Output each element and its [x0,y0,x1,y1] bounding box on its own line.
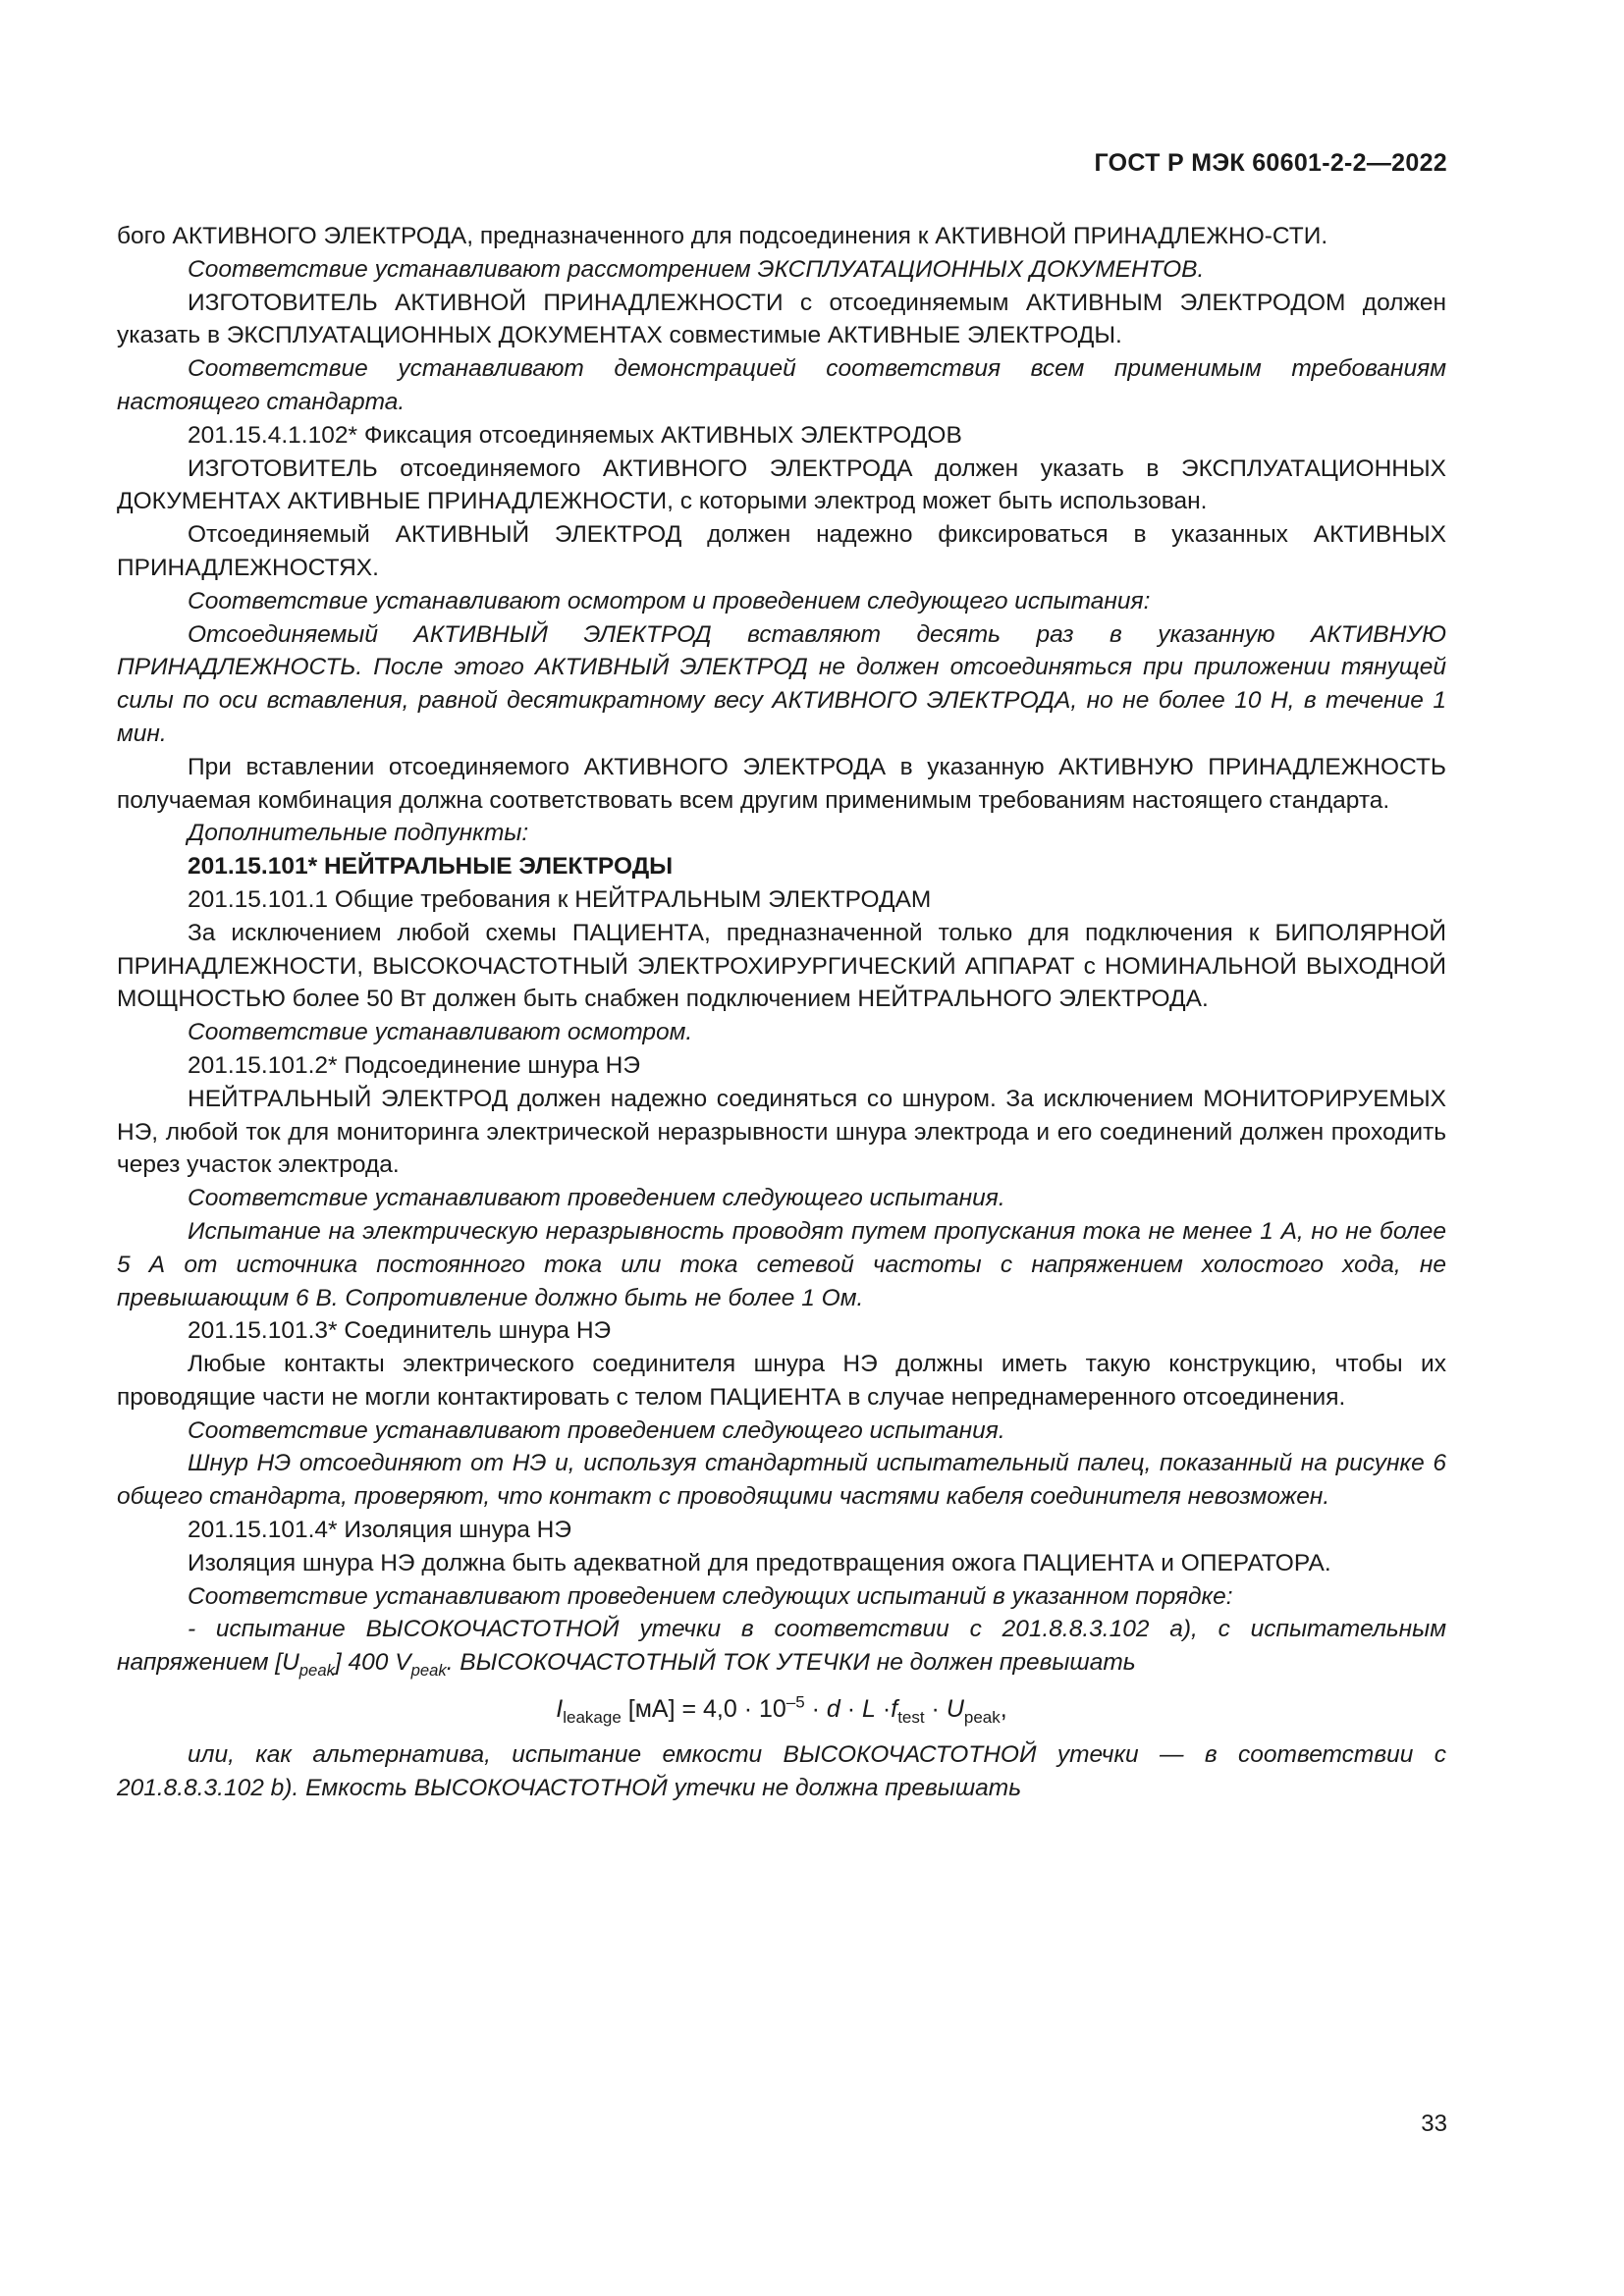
test-paragraph: Отсоединяемый АКТИВНЫЙ ЭЛЕКТРОД вставляют десять раз в указанную АКТИВНУЮ ПРИНАДЛЕЖНОСТЬ. После этого АКТИВНЫЙ ЭЛЕКТРОД не должен отсоединяться при приложении тянущей силы по оси вставления, равной десятикратному весу АКТИВНОГО ЭЛЕКТРОДА, но не более 10 Н, в течение 1 мин. [117,620,1446,747]
formula-i-sub: leakage [563,1708,622,1728]
document-header: ГОСТ Р МЭК 60601-2-2—2022 [1094,149,1447,177]
compliance-paragraph: Соответствие устанавливают проведением следующего испытания. [188,1185,1005,1212]
paragraph: Любые контакты электрического соединителя шнура НЭ должны иметь такую конструкцию, чтобы их проводящие части не могли контактировать с телом ПАЦИЕНТА в случае непреднамеренного отсоединения. [117,1351,1446,1411]
paragraph: бого АКТИВНОГО ЭЛЕКТРОДА, предназначенного для подсоединения к АКТИВНОЙ ПРИНАДЛЕЖНО-СТИ. [117,223,1328,249]
additional-subclauses-label: Дополнительные подпункты: [188,820,529,847]
test-item-sub-peak: peak [298,1661,335,1681]
subclause-heading: 201.15.101.3* Соединитель шнура НЭ [188,1317,612,1345]
subclause-heading: 201.15.101.2* Подсоединение шнура НЭ [188,1051,640,1079]
subclause-heading: 201.15.101.1 Общие требования к НЕЙТРАЛЬНЫМ ЭЛЕКТРОДАМ [188,885,932,913]
compliance-paragraph: Соответствие устанавливают проведением следующих испытаний в указанном порядке: [188,1582,1233,1610]
formula-f: f [891,1695,898,1724]
leakage-formula: $I_{leakage}$ $[мА] = 4,0 \cdot 10^{-5} \cdot d \cdot L \cdot f_{test} \cdot U_{peak}$, [556,1692,1007,1728]
test-item-tail: . ВЫСОКОЧАСТОТНЫЙ ТОК УТЕЧКИ не должен превышать [446,1649,1136,1677]
subclause-heading: 201.15.4.1.102* Фиксация отсоединяемых АКТИВНЫХ ЭЛЕКТРОДОВ [188,421,962,449]
paragraph: За исключением любой схемы ПАЦИЕНТА, предназначенной только для подключения к БИПОЛЯРНОЙ ПРИНАДЛЕЖНОСТИ, ВЫСОКОЧАСТОТНЫЙ ЭЛЕКТРОХИРУРГИЧЕСКИЙ АППАРАТ с НОМИНАЛЬНОЙ ВЫХОДНОЙ МОЩНОСТЬЮ более 50 Вт должен быть снабжен подключением НЕЙТРАЛЬНОГО ЭЛЕКТРОДА. [117,919,1446,1013]
paragraph: НЕЙТРАЛЬНЫЙ ЭЛЕКТРОД должен надежно соединяться со шнуром. За исключением МОНИТОРИРУЕМЫХ НЭ, любой ток для мониторинга электрической неразрывности шнура электрода и его соединений должен проходить через участок электрода. [117,1085,1446,1179]
test-item [117,1613,1446,1680]
page-number: 33 [1421,2110,1447,2137]
compliance-paragraph: Соответствие устанавливают осмотром и проведением следующего испытания: [188,587,1151,614]
paragraph: Изоляция шнура НЭ должна быть адекватной для предотвращения ожога ПАЦИЕНТА и ОПЕРАТОРА. [188,1549,1331,1576]
paragraph: ИЗГОТОВИТЕЛЬ отсоединяемого АКТИВНОГО ЭЛЕКТРОДА должен указать в ЭКСПЛУАТАЦИОННЫХ ДОКУМЕНТАХ АКТИВНЫЕ ПРИНАДЛЕЖНОСТИ, с которыми электрод может быть использован. [117,454,1446,515]
test-item-mid: ] 400 V [334,1649,411,1677]
test-item-sub-peak-2: peak [410,1661,447,1681]
formula-unit: [мА] = 4,0 · 10 [621,1695,786,1724]
test-paragraph: Шнур НЭ отсоединяют от НЭ и, используя стандартный испытательный палец, показанный на рисунке 6 общего стандарта, проверяют, что контакт с проводящими частями кабеля соединителя невозможен. [117,1450,1446,1511]
compliance-paragraph: Соответствие устанавливают демонстрацией соответствия всем применимым требованиям настоящего стандарта. [117,355,1446,415]
closing-paragraph: или, как альтернатива, испытание емкости ВЫСОКОЧАСТОТНОЙ утечки — в соответствии с 201.8.8.3.102 b). Емкость ВЫСОКОЧАСТОТНОЙ утечки не должна превышать [117,1740,1446,1801]
paragraph: При вставлении отсоединяемого АКТИВНОГО ЭЛЕКТРОДА в указанную АКТИВНУЮ ПРИНАДЛЕЖНОСТЬ получаемая комбинация должна соответствовать всем другим применимым требованиям настоящего стандарта. [117,753,1446,814]
compliance-paragraph: Соответствие устанавливают рассмотрением ЭКСПЛУАТАЦИОННЫХ ДОКУМЕНТОВ. [188,255,1205,283]
compliance-paragraph: Соответствие устанавливают осмотром. [188,1019,693,1046]
formula-exp: –5 [785,1692,805,1712]
test-item-lead: - испытание ВЫСОКОЧАСТОТНОЙ утечки в соответствии с 201.8.8.3.102 a), с испытательным напряжением [U [117,1616,1446,1677]
clause-heading: 201.15.101* НЕЙТРАЛЬНЫЕ ЭЛЕКТРОДЫ [188,853,674,881]
document-body [117,220,1446,1804]
formula-L: L [862,1695,876,1724]
formula-U: U [946,1695,964,1724]
formula-f-sub: test [897,1708,925,1728]
subclause-heading: 201.15.101.4* Изоляция шнура НЭ [188,1517,571,1544]
paragraph: ИЗГОТОВИТЕЛЬ АКТИВНОЙ ПРИНАДЛЕЖНОСТИ с отсоединяемым АКТИВНЫМ ЭЛЕКТРОДОМ должен указать в ЭКСПЛУАТАЦИОННЫХ ДОКУМЕНТАХ совместимые АКТИВНЫЕ ЭЛЕКТРОДЫ. [117,289,1446,349]
formula-i: I [556,1695,564,1724]
paragraph: Отсоединяемый АКТИВНЫЙ ЭЛЕКТРОД должен надежно фиксироваться в указанных АКТИВНЫХ ПРИНАДЛЕЖНОСТЯХ. [117,521,1446,581]
formula-d: d [826,1695,840,1724]
formula-U-sub: peak [963,1708,1001,1728]
compliance-paragraph: Соответствие устанавливают проведением следующего испытания. [188,1416,1005,1444]
test-paragraph: Испытание на электрическую неразрывность проводят путем пропускания тока не менее 1 А, но не более 5 А от источника постоянного тока или тока сетевой частоты с напряжением холостого хода, не превышающим 6 В. Сопротивление должно быть не более 1 Ом. [117,1217,1446,1311]
